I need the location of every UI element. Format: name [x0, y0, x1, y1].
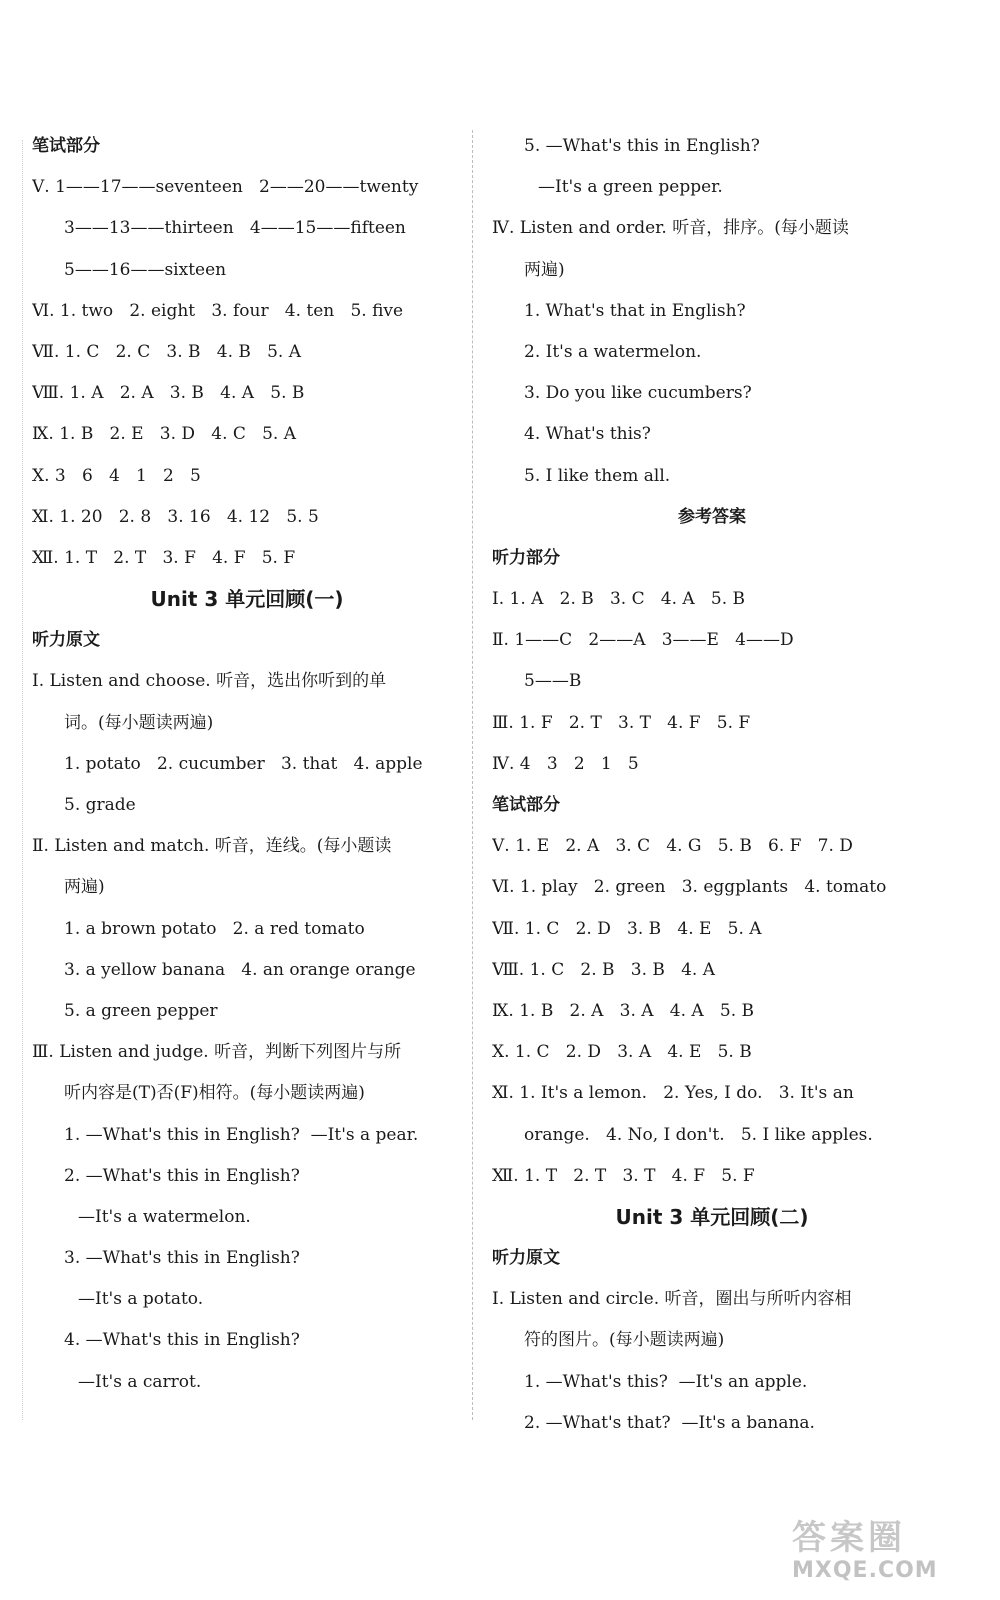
text-line: 听内容是(T)否(F)相符。(每小题读两遍) [64, 1083, 365, 1104]
text-line: 5. —What's this in English? [524, 136, 760, 156]
text-line: 3——13——thirteen 4——15——fifteen [64, 218, 406, 239]
text-line: 2. It's a watermelon. [524, 341, 702, 362]
text-line: orange. 4. No, I don't. 5. I like apples. [524, 1124, 873, 1145]
text-line: Ⅱ. Listen and match. 听音，连线。(每小题读 [32, 836, 392, 857]
section-heading: 听力原文 [32, 630, 100, 651]
text-line: Ⅴ. 1——17——seventeen 2——20——twenty [32, 177, 419, 198]
text-line: Ⅶ. 1. C 2. D 3. B 4. E 5. A [492, 918, 762, 939]
text-line: Ⅷ. 1. A 2. A 3. B 4. A 5. B [32, 383, 305, 404]
text-line: Ⅷ. 1. C 2. B 3. B 4. A [492, 959, 715, 980]
text-line: 5——B [524, 671, 582, 692]
text-line: 4. —What's this in English? [64, 1330, 300, 1351]
text-line: 两遍) [524, 259, 565, 280]
text-line: —It's a watermelon. [78, 1206, 251, 1227]
text-line: Ⅻ. 1. T 2. T 3. T 4. F 5. F [492, 1165, 755, 1186]
text-line: 两遍) [64, 877, 105, 898]
text-line: Ⅻ. 1. T 2. T 3. F 4. F 5. F [32, 547, 296, 568]
text-line: Ⅳ. Listen and order. 听音，排序。(每小题读 [492, 218, 849, 239]
section-heading: 笔试部分 [32, 136, 100, 156]
page-edge-mark [22, 140, 23, 1420]
left-column [32, 126, 462, 1403]
watermark [792, 1518, 982, 1588]
text-line: Ⅳ. 4 3 2 1 5 [492, 753, 639, 774]
text-line: Ⅺ. 1. It's a lemon. 2. Yes, I do. 3. It's an [492, 1083, 854, 1104]
column-divider [472, 130, 473, 1420]
text-line: Ⅵ. 1. play 2. green 3. eggplants 4. tomato [492, 877, 887, 898]
text-line: Ⅸ. 1. B 2. A 3. A 4. A 5. B [492, 1000, 754, 1021]
text-line: Ⅲ. 1. F 2. T 3. T 4. F 5. F [492, 712, 751, 733]
section-heading: 听力原文 [492, 1248, 560, 1269]
text-line: Ⅹ. 1. C 2. D 3. A 4. E 5. B [492, 1042, 752, 1063]
text-line: Ⅸ. 1. B 2. E 3. D 4. C 5. A [32, 424, 296, 445]
text-line: 符的图片。(每小题读两遍) [524, 1330, 725, 1351]
text-line: 5. grade [64, 795, 136, 815]
text-line: Ⅹ. 3 6 4 1 2 5 [32, 465, 201, 486]
section-heading: 参考答案 [678, 506, 746, 527]
section-heading: 听力部分 [492, 547, 560, 568]
text-line: 4. What's this? [524, 424, 651, 445]
text-line: Ⅰ. Listen and choose. 听音，选出你听到的单 [32, 671, 387, 692]
text-line: 5. I like them all. [524, 465, 671, 486]
text-line: 1. —What's this in English? —It's a pear. [64, 1124, 419, 1145]
text-line: 2. —What's this in English? [64, 1165, 300, 1186]
text-line: Ⅰ. Listen and circle. 听音，圈出与所听内容相 [492, 1289, 852, 1310]
unit-title: Unit 3 单元回顾(二) [615, 1204, 809, 1229]
text-line: 5. a green pepper [64, 1000, 218, 1021]
text-line: —It's a carrot. [78, 1371, 202, 1392]
text-line: —It's a green pepper. [538, 177, 723, 198]
text-line: —It's a potato. [78, 1289, 204, 1310]
text-line: 3. a yellow banana 4. an orange orange [64, 959, 416, 980]
watermark-url: MXQE.COM [792, 1558, 938, 1583]
watermark-logo: 答案圈 [792, 1518, 906, 1558]
text-line: 1. a brown potato 2. a red tomato [64, 918, 365, 939]
text-line: 2. —What's that? —It's a banana. [524, 1412, 815, 1433]
text-line: 1. What's that in English? [524, 300, 746, 321]
text-line: Ⅵ. 1. two 2. eight 3. four 4. ten 5. five [32, 300, 404, 321]
section-heading: 笔试部分 [492, 795, 560, 815]
right-column [492, 126, 932, 1444]
text-line: Ⅱ. 1——C 2——A 3——E 4——D [492, 630, 794, 651]
text-line: Ⅶ. 1. C 2. C 3. B 4. B 5. A [32, 341, 301, 362]
text-line: 1. —What's this? —It's an apple. [524, 1371, 808, 1392]
text-line: 3. Do you like cucumbers? [524, 383, 752, 404]
text-line: Ⅲ. Listen and judge. 听音，判断下列图片与所 [32, 1042, 402, 1063]
text-line: 1. potato 2. cucumber 3. that 4. apple [64, 753, 423, 774]
text-line: Ⅺ. 1. 20 2. 8 3. 16 4. 12 5. 5 [32, 506, 319, 527]
text-line: 3. —What's this in English? [64, 1248, 300, 1269]
text-line: Ⅰ. 1. A 2. B 3. C 4. A 5. B [492, 589, 746, 610]
text-line: Ⅴ. 1. E 2. A 3. C 4. G 5. B 6. F 7. D [492, 836, 853, 857]
unit-title: Unit 3 单元回顾(一) [150, 587, 344, 612]
text-line: 5——16——sixteen [64, 259, 227, 280]
text-line: 词。(每小题读两遍) [64, 712, 214, 733]
